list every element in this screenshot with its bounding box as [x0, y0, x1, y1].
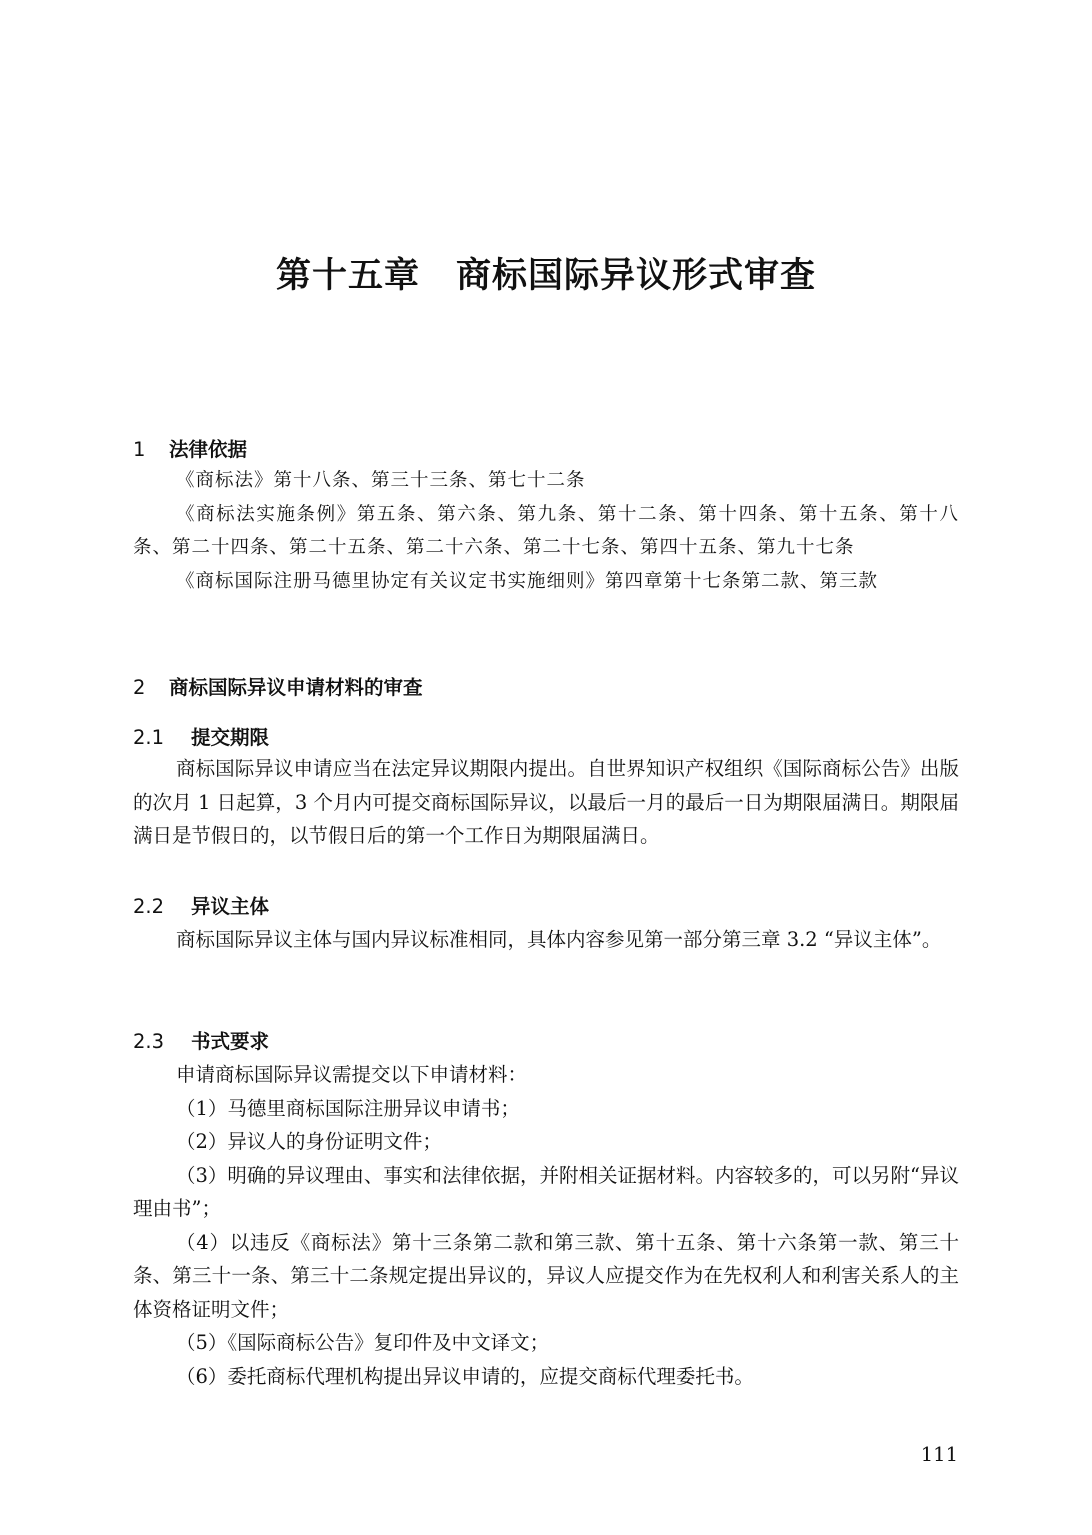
- subsection-2-1-number: 2.1: [133, 726, 165, 749]
- subsection-2-2-title: 异议主体: [191, 895, 270, 918]
- section-2-number: 2: [133, 676, 146, 699]
- body-paragraph: 申请商标国际异议需提交以下申请材料：: [176, 1063, 528, 1086]
- list-item: （1）马德里商标国际注册异议申请书；: [176, 1096, 520, 1120]
- list-item: （3）明确的异议理由、事实和法律依据，并附相关证据材料。内容较多的，可以另附“异议理由书”；: [133, 1163, 959, 1220]
- list-item: （4）以违反《商标法》第十三条第二款和第三款、第十五条、第十六条第一款、第三十条、第三十一条、第三十二条规定提出异议的，异议人应提交作为在先权利人和利害关系人的主体资格证明文件；: [133, 1230, 959, 1321]
- subsection-2-3-body: [133, 1058, 959, 1393]
- section-1-heading: [133, 434, 247, 462]
- list-item: （2）异议人的身份证明文件；: [176, 1130, 442, 1153]
- subsection-2-3-number: 2.3: [133, 1030, 165, 1053]
- subsection-2-1-heading: [133, 722, 269, 750]
- legal-basis-item: 《商标国际注册马德里协定有关议定书实施细则》第四章第十七条第二款、第三款: [176, 570, 879, 592]
- section-2-title: 商标国际异议申请材料的审查: [169, 676, 423, 699]
- legal-basis-list: [133, 464, 959, 598]
- section-1-title: 法律依据: [169, 438, 248, 461]
- chapter-title: 第十五章 商标国际异议形式审查: [275, 255, 816, 296]
- body-paragraph: 商标国际异议申请应当在法定异议期限内提出。自世界知识产权组织《国际商标公告》出版的次月 1 日起算，3 个月内可提交商标国际异议，以最后一月的最后一日为期限届满日。期限届满日是节假日的，以节假日后的第一个工作日为期限届满日。: [133, 757, 959, 847]
- legal-basis-item: 《商标法》第十八条、第三十三条、第七十二条: [176, 470, 586, 491]
- list-item: （6）委托商标代理机构提出异议申请的，应提交商标代理委托书。: [176, 1364, 754, 1388]
- section-1-number: 1: [133, 438, 146, 461]
- legal-basis-item: 《商标法实施条例》第五条、第六条、第九条、第十二条、第十四条、第十五条、第十八条、第二十四条、第二十五条、第二十六条、第二十七条、第四十五条、第九十七条: [133, 503, 959, 558]
- section-2-heading: [133, 672, 423, 700]
- subsection-2-2-body: [133, 923, 959, 957]
- subsection-2-3-heading: [133, 1026, 269, 1054]
- subsection-2-1-title: 提交期限: [191, 726, 270, 749]
- subsection-2-3-title: 书式要求: [191, 1030, 270, 1053]
- subsection-2-2-number: 2.2: [133, 895, 165, 918]
- page-number: 111: [920, 1443, 958, 1466]
- subsection-2-1-body: [133, 752, 959, 853]
- subsection-2-2-heading: [133, 891, 269, 919]
- list-item: （5）《国际商标公告》复印件及中文译文；: [176, 1331, 550, 1354]
- body-paragraph: 商标国际异议主体与国内异议标准相同，具体内容参见第一部分第三章 3.2 “异议主体”。: [176, 928, 942, 951]
